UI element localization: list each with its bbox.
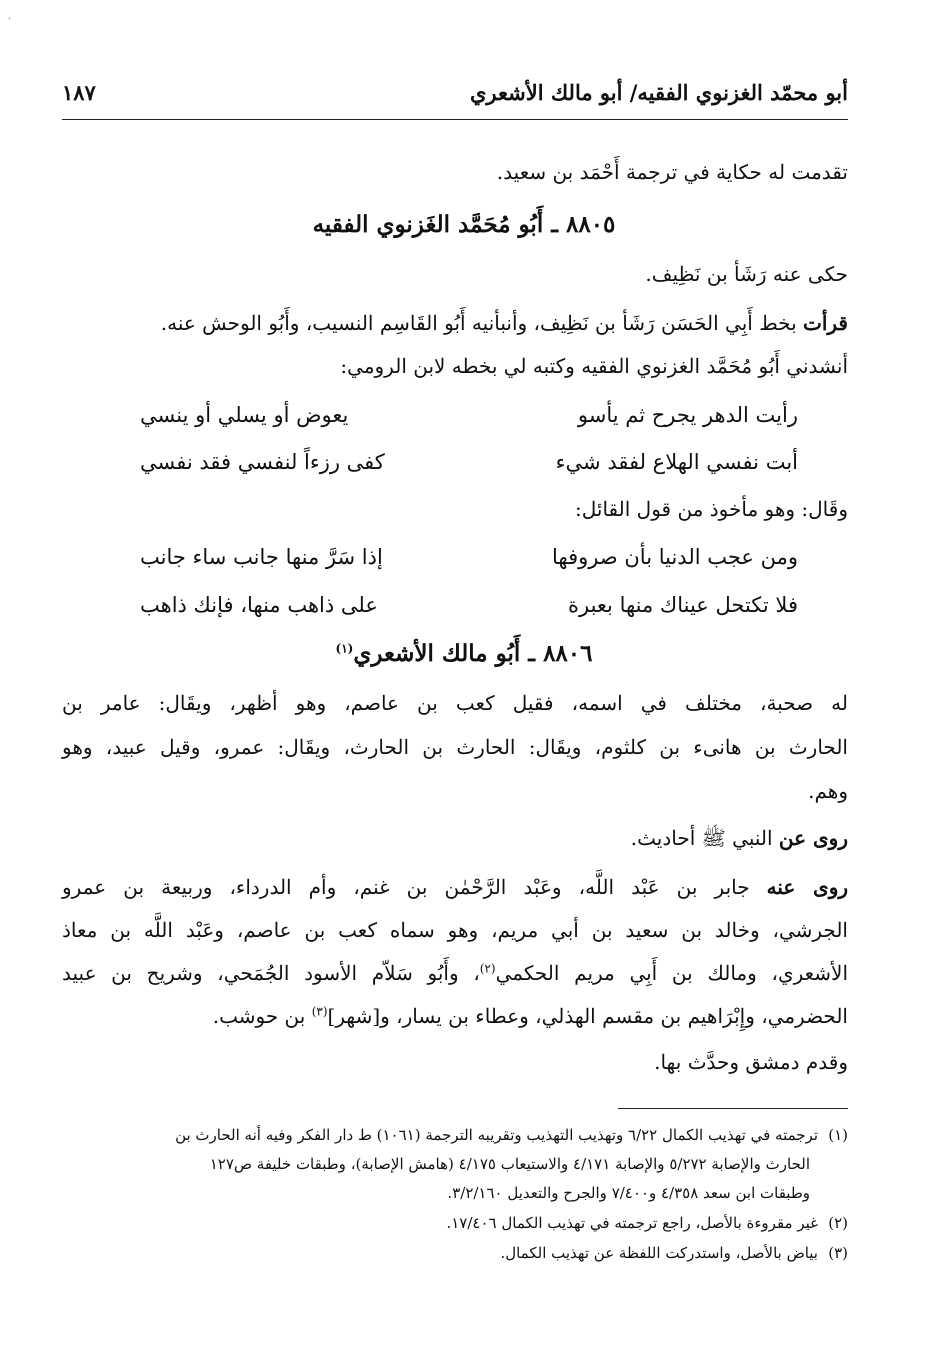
verse1-second-hemistich: يعوض أو يسلي أو ينسي [140, 403, 349, 427]
entry2-p3-line4 [62, 1004, 848, 1028]
running-header [62, 80, 848, 116]
footnote-2 [62, 1214, 848, 1232]
footnote-1 [62, 1126, 848, 1144]
entry2-p2 [62, 826, 848, 855]
entry1-line2 [62, 311, 848, 335]
footnote-2-number: (٢) [828, 1214, 848, 1232]
entry-heading-8805: ٨٨٠٥ ـ أَبُو مُحَمَّد الغَزنوي الفقيه [312, 211, 616, 238]
entry2-p3-line3-a: الأشعري، ومالك بن أَبِي مريم الحكمي [495, 961, 849, 985]
entry2-p2-text: النبي ﷺ أحاديث. [630, 826, 779, 850]
verse3-first-hemistich: ومن عجب الدنيا بأن صروفها [552, 545, 798, 569]
verse2-first-hemistich: أبت نفسي الهلاع لفقد شيء [555, 450, 798, 474]
entry2-p3-line3 [62, 961, 848, 985]
entry2-p3-line3-b: ، وأَبُو سَلاّم الأسود الجُمَحي، وشريح بن عبيد [62, 961, 480, 985]
header-title: أبو محمّد الغزنوي الفقيه/ أبو مالك الأشعري [469, 80, 848, 105]
entry1-line2-text: بخط أَبِي الحَسَن رَشَأ بن نَظِيف، وأنبأنيه أَبُو القَاسِم النسيب، وأَبُو الوحش عنه. [160, 311, 804, 335]
intro-line: تقدمت له حكاية في ترجمة أَحْمَد بن سعيد. [496, 160, 848, 184]
keyword-rawa-an: روى عن [778, 826, 848, 850]
entry2-p3-line4-b: بن حوشب. [212, 1004, 312, 1028]
verse1-first-hemistich: رأيت الدهر يجرح ثم يأسو [577, 403, 798, 427]
entry2-p4: وقدم دمشق وحدَّث بها. [654, 1050, 848, 1074]
verse3-second-hemistich: إذا سَرَّ منها جانب ساء جانب [140, 545, 383, 569]
footnote-ref-1: (١) [335, 641, 354, 656]
entry2-heading-text: ٨٨٠٦ ـ أَبُو مالك الأشعري [353, 640, 593, 667]
footnote-1-line1: ترجمته في تهذيب الكمال ٦/٢٢ وتهذيب التهذيب وتقريبه الترجمة (١٠٦١) ط دار الفكر وفيه أنه الحارث بن [175, 1126, 818, 1144]
footnote-3 [62, 1244, 848, 1262]
entry2-p3-line4-a: الحضرمي، وإِبْرَاهيم بن مقسم الهذلي، وعطاء بن يسار، و[شهر] [327, 1004, 848, 1028]
footnote-rule [618, 1108, 848, 1109]
footnote-ref-2: (٢) [479, 961, 496, 976]
entry1-line3: أنشدني أَبُو مُحَمَّد الغزنوي الفقيه وكتبه لي بخطه لابن الرومي: [340, 354, 848, 378]
verse4-second-hemistich: على ذاهب منها، فإنك ذاهب [140, 593, 378, 617]
entry2-p3-line1-text: جابر بن عَبْد اللَّه، وعَبْد الرَّحْمٰن بن غنم، وأم الدرداء، وربيعة بن عمرو [62, 875, 767, 899]
footnote-1-line3: وطبقات ابن سعد ٤/٣٥٨ و٧/٤٠٠ والجرح والتعديل ٣/٢/١٦٠. [447, 1184, 810, 1202]
page-number: ١٨٧ [62, 80, 96, 105]
scan-speck: · [8, 14, 12, 25]
footnote-2-line1: غير مقروءة بالأصل، راجع ترجمته في تهذيب الكمال ١٧/٤٠٦. [446, 1214, 818, 1232]
keyword-rawa-anhu: روى عنه [766, 875, 849, 899]
entry2-p1-line3: وهم. [808, 779, 848, 803]
verse2-second-hemistich: كفى رزءاً لنفسي فقد نفسي [140, 450, 385, 474]
entry1-line1: حكى عنه رَشَأ بن نَظِيف. [645, 262, 848, 286]
entry-heading-8806 [62, 640, 866, 667]
entry2-p3-line2: الجرشي، وخالد بن سعيد بن أبي مريم، وهو سماه كعب بن عاصم، وعَبْد اللَّه بن معاذ [62, 918, 848, 942]
entry2-p1-line1: له صحبة، مختلف في اسمه، فقيل كعب بن عاصم، وهو أظهر، ويقَال: عامر بن [62, 691, 848, 715]
keyword-qara'tu: قرأت [803, 311, 848, 335]
header-rule [62, 119, 848, 120]
entry2-p3-line1 [62, 875, 848, 899]
footnote-1-number: (١) [828, 1126, 848, 1144]
footnote-3-number: (٣) [828, 1244, 848, 1262]
footnote-ref-3: (٣) [311, 1004, 328, 1019]
entry2-p1-line2: الحارث بن هانىء بن كلثوم، ويقَال: الحارث بن الحارث، ويقَال: عمرو، وقيل عبيد، وهو [62, 735, 848, 759]
verse4-first-hemistich: فلا تكتحل عيناك منها بعبرة [568, 593, 798, 617]
entry1-line4: وقَال: وهو مأخوذ من قول القائل: [575, 497, 848, 521]
footnote-1-line2: الحارث والإصابة ٥/٢٧٢ والإصابة ٤/١٧١ والاستيعاب ٤/١٧٥ (هامش الإصابة)، وطبقات خليفة ص١٢٧ [209, 1155, 810, 1173]
footnote-3-line1: بياض بالأصل، واستدركت اللفظة عن تهذيب الكمال. [500, 1244, 818, 1262]
